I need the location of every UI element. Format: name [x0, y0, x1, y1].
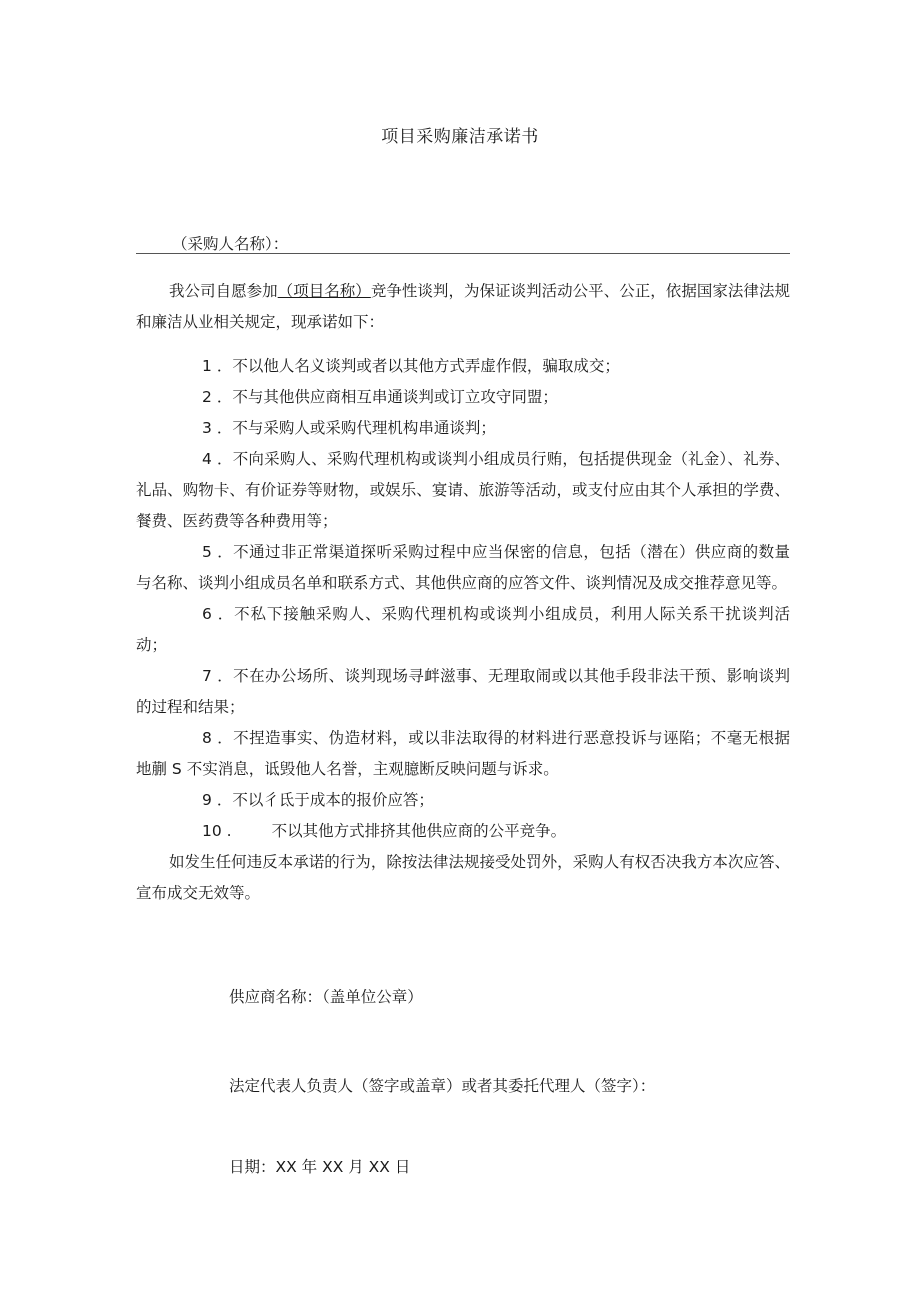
list-item: 9 ．不以彳氐于成本的报价应答； [202, 791, 434, 809]
list-item: 7 ．不在办公场所、谈判现场寻衅滋事、无理取闹或以其他手段非法干预、影响谈判的过程和结果； [136, 667, 790, 716]
list-item: 6 ．不私下接触采购人、采购代理机构或谈判小组成员，利用人际关系干扰谈判活动； [136, 605, 790, 654]
header-divider [136, 253, 790, 254]
list-item: 1 ．不以他人名义谈判或者以其他方式弄虚作假，骗取成交； [202, 357, 620, 375]
list-item: 3 ．不与采购人或采购代理机构串通谈判； [202, 419, 496, 437]
list-item: 4 ．不向采购人、采购代理机构或谈判小组成员行贿，包括提供现金（礼金）、礼券、礼品、购物卡、有价证券等财物，或娱乐、宴请、旅游等活动，或支付应由其个人承担的学费、餐费、医药费等各种费用等； [136, 450, 790, 530]
representative-signature-label: 法定代表人负责人（签字或盖章）或者其委托代理人（签字）： [229, 1077, 656, 1095]
list-item: 8 ．不捏造事实、伪造材料，或以非法取得的材料进行恶意投诉与诬陷；不毫无根据地蒯 S 不实消息，诋毁他人名誉，主观臆断反映问题与诉求。 [136, 729, 790, 778]
purchaser-name-label: （采购人名称）： [172, 235, 289, 253]
supplier-name-label: 供应商名称：（盖单位公章） [229, 988, 423, 1006]
document-title: 项目采购廉洁承诺书 [381, 127, 539, 147]
date-label: 日期：XX 年 XX 月 XX 日 [229, 1158, 411, 1176]
list-item: 5 ．不通过非正常渠道探听采购过程中应当保密的信息，包括（潜在）供应商的数量与名称、谈判小组成员名单和联系方式、其他供应商的应答文件、谈判情况及成交推荐意见等。 [136, 543, 790, 592]
list-item: 2 ．不与其他供应商相互串通谈判或订立攻守同盟； [202, 388, 558, 406]
intro-after: 竞争性谈判，为保证谈判活动公平、公正，依据国家法律法规和廉洁从业相关规定，现承诺如下： [136, 282, 790, 331]
list-item: 10 . 不以其他方式排挤其他供应商的公平竞争。 [202, 822, 567, 840]
commitment-list [136, 351, 790, 909]
intro-paragraph [136, 276, 790, 338]
closing-paragraph: 如发生任何违反本承诺的行为，除按法律法规接受处罚外，采购人有权否决我方本次应答、宣布成交无效等。 [136, 853, 790, 902]
project-name-placeholder: （项目名称） [277, 282, 371, 300]
intro-before: 我公司自愿参加 [169, 282, 278, 300]
